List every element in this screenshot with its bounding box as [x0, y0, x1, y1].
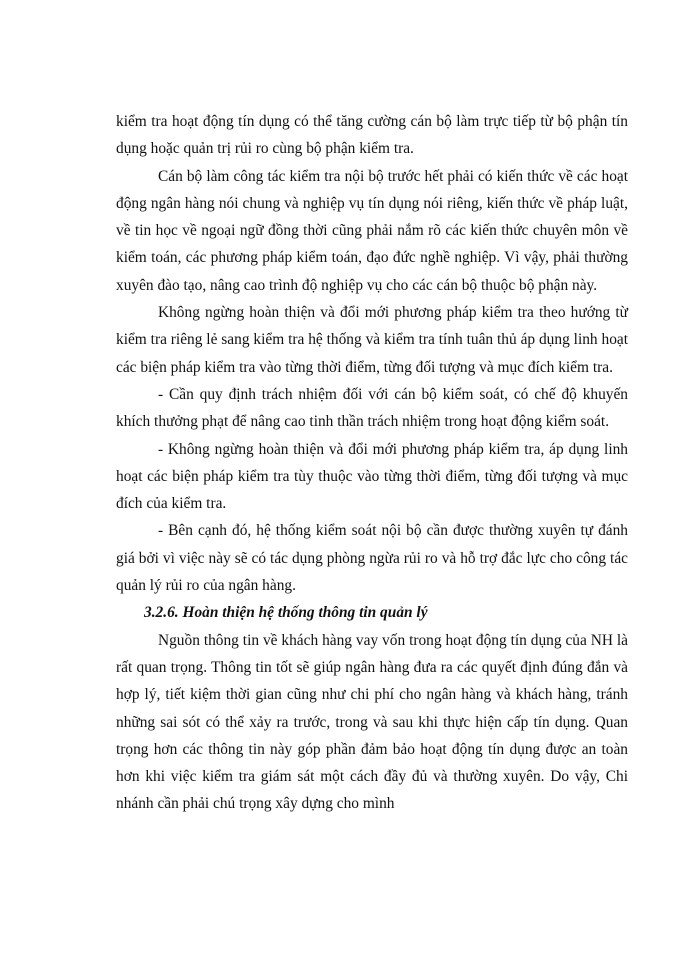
paragraph-1: kiểm tra hoạt động tín dụng có thể tăng cường cán bộ làm trực tiếp từ bộ phận tín dụng hoặc quản trị rủi ro cùng bộ phận kiểm tra.	[116, 113, 628, 158]
bullet-item-2: - Không ngừng hoàn thiện và đổi mới phương pháp kiểm tra, áp dụng linh hoạt các biện pháp kiểm tra tùy thuộc vào từng thời điểm, từng đối tượng và mục đích của kiểm tra.	[116, 440, 628, 513]
paragraph-4: Nguồn thông tin về khách hàng vay vốn trong hoạt động tín dụng của NH là rất quan trọng. Thông tin tốt sẽ giúp ngân hàng đưa ra các quyết định đúng đắn và hợp lý, tiết kiệm thời gian cũng như chi phí cho ngân hàng và khách hàng, tránh những sai sót có thể xảy ra trước, trong và sau khi thực hiện cấp tín dụng. Quan trọng hơn các thông tin này góp phần đảm bảo hoạt động tín dụng được an toàn hơn khi việc kiểm tra giám sát một cách đầy đủ và thường xuyên. Do vậy, Chi nhánh cần phải chú trọng xây dựng cho mình	[116, 631, 628, 813]
bullet-item-3: - Bên cạnh đó, hệ thống kiểm soát nội bộ cần được thường xuyên tự đánh giá bởi vì việc này sẽ có tác dụng phòng ngừa rủi ro và hỗ trợ đắc lực cho công tác quản lý rủi ro của ngân hàng.	[116, 522, 628, 595]
bullet-item-1: - Cần quy định trách nhiệm đối với cán bộ kiểm soát, có chế độ khuyến khích thưởng phạt để nâng cao tinh thần trách nhiệm trong hoạt động kiểm soát.	[116, 385, 628, 431]
paragraph-2: Cán bộ làm công tác kiểm tra nội bộ trước hết phải có kiến thức về các hoạt động ngân hàng nói chung và nghiệp vụ tín dụng nói riêng, kiến thức về pháp luật, về tin học về ngoại ngữ đồng thời cũng phải nắm rõ các kiến thức chuyên môn về kiểm toán, các phương pháp kiểm toán, đạo đức nghề nghiệp. Vì vậy, phải thường xuyên đào tạo, nâng cao trình độ nghiệp vụ cho các cán bộ thuộc bộ phận này.	[116, 167, 628, 294]
paragraph-3: Không ngừng hoàn thiện và đổi mới phương pháp kiểm tra theo hướng từ kiểm tra riêng lẻ sang kiểm tra hệ thống và kiểm tra tính tuân thủ áp dụng linh hoạt các biện pháp kiểm tra vào từng thời điểm, từng đối tượng và mục đích kiểm tra.	[116, 304, 628, 376]
document-page	[116, 108, 628, 818]
section-heading: 3.2.6. Hoàn thiện hệ thống thông tin quản lý	[144, 604, 428, 622]
